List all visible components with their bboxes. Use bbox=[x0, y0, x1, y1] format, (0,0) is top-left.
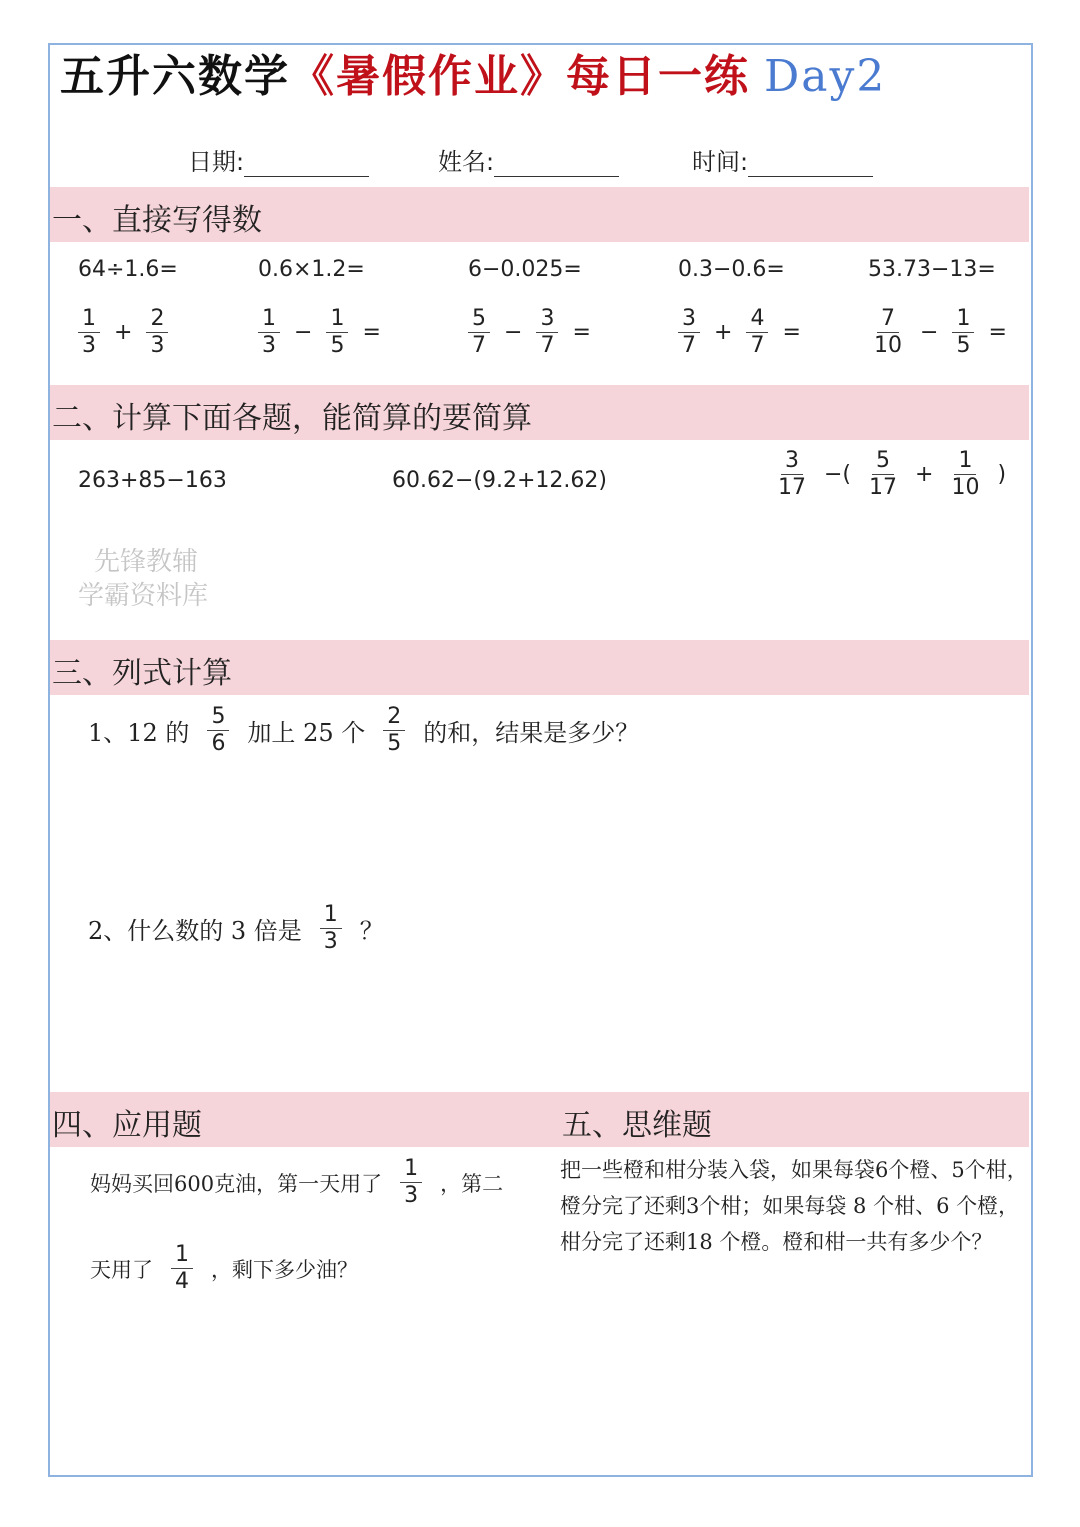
denominator: 3 bbox=[262, 333, 276, 359]
worksheet-title bbox=[60, 40, 886, 104]
denominator: 7 bbox=[472, 333, 486, 359]
numerator: 1 bbox=[400, 1156, 422, 1183]
title-main: 《暑假作业》每日一练 bbox=[290, 51, 750, 102]
section1-header bbox=[50, 187, 1029, 242]
time-field[interactable] bbox=[692, 142, 873, 177]
problem: 60.62−(9.2+12.62) bbox=[392, 468, 607, 493]
time-label: 时间: bbox=[692, 148, 749, 176]
fraction bbox=[383, 704, 405, 758]
name-label: 姓名: bbox=[438, 148, 495, 176]
numerator: 2 bbox=[383, 704, 405, 731]
operator: 妈妈买回600克油，第一天用了 bbox=[90, 1171, 383, 1196]
section2-header bbox=[50, 385, 1029, 440]
title-day: Day2 bbox=[764, 51, 887, 102]
question-2 bbox=[78, 902, 394, 956]
fraction bbox=[870, 306, 906, 360]
denominator: 17 bbox=[778, 475, 806, 501]
fraction bbox=[207, 704, 229, 758]
numerator: 5 bbox=[872, 448, 894, 475]
fraction bbox=[468, 306, 490, 360]
denominator: 5 bbox=[387, 731, 402, 757]
operator: 天用了 bbox=[90, 1257, 153, 1282]
numerator: 2 bbox=[146, 306, 168, 333]
numerator: 1 bbox=[952, 306, 974, 333]
fraction bbox=[400, 1156, 422, 1210]
operator: − bbox=[294, 320, 313, 346]
operator: ，剩下多少油？ bbox=[211, 1257, 358, 1282]
date-label: 日期: bbox=[188, 148, 245, 176]
operator: = bbox=[782, 320, 801, 346]
denominator: 4 bbox=[175, 1269, 189, 1295]
watermark-line: 学霸资料库 bbox=[78, 581, 209, 611]
date-field[interactable] bbox=[188, 142, 369, 177]
section4-heading: 四、应用题 bbox=[52, 1108, 202, 1143]
numerator: 5 bbox=[468, 306, 490, 333]
denominator: 17 bbox=[869, 475, 898, 501]
section3-header bbox=[50, 640, 1029, 695]
numerator: 7 bbox=[877, 306, 899, 333]
numerator: 4 bbox=[746, 306, 768, 333]
denominator: 5 bbox=[330, 333, 345, 359]
operator: + bbox=[114, 320, 133, 346]
operator: 2、什么数的 3 倍是 bbox=[88, 917, 302, 946]
section1-heading: 一、直接写得数 bbox=[52, 203, 262, 238]
fraction bbox=[78, 306, 100, 360]
denominator: 3 bbox=[82, 333, 96, 359]
fraction bbox=[536, 306, 558, 360]
numerator: 3 bbox=[678, 306, 700, 333]
numerator: 1 bbox=[171, 1242, 193, 1269]
section5-heading: 五、思维题 bbox=[562, 1108, 712, 1143]
fraction-problem bbox=[674, 306, 811, 360]
fraction-problem bbox=[254, 306, 391, 360]
thinking-problem: 把一些橙和柑分装入袋，如果每袋6个橙、5个柑，橙分完了还剩3个柑；如果每袋 8 个柑、6 个橙，柑分完了还剩18 个橙。橙和柑一共有多少个？ bbox=[560, 1158, 1028, 1254]
section4-5-header bbox=[50, 1092, 1029, 1147]
denominator: 10 bbox=[874, 333, 902, 359]
fraction-problem bbox=[74, 306, 172, 360]
denominator: 5 bbox=[956, 333, 971, 359]
problem: 6−0.025= bbox=[468, 257, 582, 282]
operator: −( bbox=[824, 462, 852, 488]
numerator: 1 bbox=[258, 306, 280, 333]
fraction bbox=[952, 306, 974, 360]
fraction bbox=[326, 306, 348, 360]
name-blank[interactable] bbox=[494, 150, 619, 177]
section2-heading: 二、计算下面各题，能简算的要简算 bbox=[52, 401, 532, 436]
problem: 0.3−0.6= bbox=[678, 257, 785, 282]
fraction bbox=[258, 306, 280, 360]
denominator: 6 bbox=[211, 731, 226, 757]
fraction bbox=[146, 306, 168, 360]
fraction bbox=[320, 902, 342, 956]
operator: = bbox=[988, 320, 1007, 346]
operator: 加上 25 个 bbox=[247, 719, 366, 748]
fraction-problem bbox=[770, 448, 1016, 502]
fraction bbox=[678, 306, 700, 360]
numerator: 1 bbox=[78, 306, 100, 333]
application-line-2 bbox=[80, 1242, 368, 1296]
problem: 0.6×1.2= bbox=[258, 257, 365, 282]
fraction bbox=[171, 1242, 193, 1296]
operator: ，第二 bbox=[440, 1171, 504, 1196]
numerator: 1 bbox=[326, 306, 348, 333]
fraction bbox=[774, 448, 810, 502]
fraction-problem bbox=[464, 306, 601, 360]
operator: 1、12 的 bbox=[88, 719, 190, 748]
problem: 263+85−163 bbox=[78, 468, 227, 493]
question-1 bbox=[78, 704, 649, 758]
denominator: 7 bbox=[682, 333, 696, 359]
fraction-problem bbox=[866, 306, 1017, 360]
denominator: 7 bbox=[750, 333, 765, 359]
problem: 53.73−13= bbox=[868, 257, 996, 282]
problem: 64÷1.6= bbox=[78, 257, 178, 282]
operator: + bbox=[714, 320, 733, 346]
numerator: 1 bbox=[954, 448, 976, 475]
fraction bbox=[865, 448, 901, 502]
operator: = bbox=[362, 320, 381, 346]
denominator: 7 bbox=[540, 333, 555, 359]
operator: ？ bbox=[359, 917, 384, 946]
name-field[interactable] bbox=[438, 142, 619, 177]
operator: = bbox=[572, 320, 591, 346]
denominator: 3 bbox=[404, 1183, 419, 1209]
date-blank[interactable] bbox=[244, 150, 369, 177]
numerator: 3 bbox=[781, 448, 803, 475]
denominator: 10 bbox=[951, 475, 980, 501]
denominator: 3 bbox=[323, 929, 338, 955]
operator: + bbox=[915, 462, 934, 488]
watermark-line: 先锋教辅 bbox=[94, 547, 199, 577]
fraction bbox=[947, 448, 983, 502]
numerator: 3 bbox=[536, 306, 558, 333]
section3-heading: 三、列式计算 bbox=[52, 656, 232, 691]
denominator: 3 bbox=[150, 333, 165, 359]
time-blank[interactable] bbox=[748, 150, 873, 177]
operator: − bbox=[920, 320, 939, 346]
operator: 的和，结果是多少？ bbox=[423, 719, 640, 748]
numerator: 5 bbox=[207, 704, 229, 731]
numerator: 1 bbox=[320, 902, 342, 929]
fraction bbox=[746, 306, 768, 360]
title-grade: 五升六数学 bbox=[60, 51, 290, 102]
application-line-1 bbox=[80, 1156, 513, 1210]
operator: ) bbox=[997, 462, 1007, 488]
operator: − bbox=[504, 320, 523, 346]
